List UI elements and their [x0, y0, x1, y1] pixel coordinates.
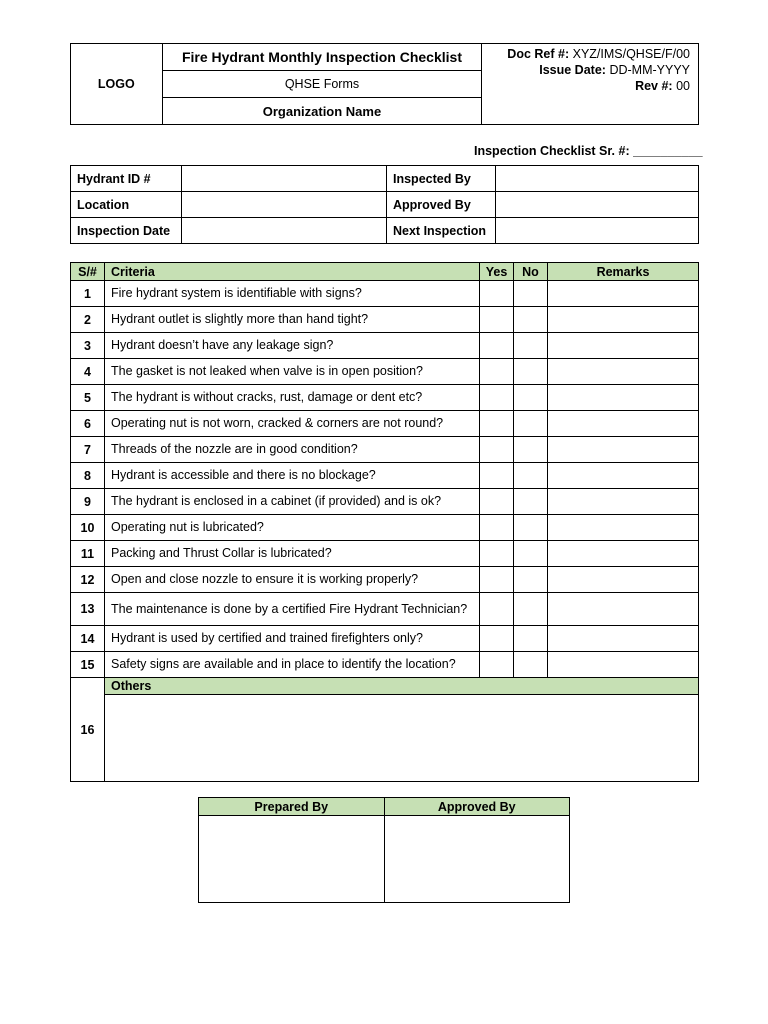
table-row	[71, 541, 699, 567]
table-row	[71, 333, 699, 359]
next-inspection-label: Next Inspection	[387, 218, 496, 244]
rev-value: 00	[676, 79, 690, 93]
location-field[interactable]	[182, 192, 387, 218]
rev-label: Rev #:	[635, 79, 673, 93]
hydrant-id-label: Hydrant ID #	[71, 166, 182, 192]
row-criteria: Hydrant doesn’t have any leakage sign?	[105, 333, 480, 359]
doc-ref-label: Doc Ref #:	[507, 47, 570, 61]
row-yes-checkbox[interactable]	[480, 626, 514, 652]
row-yes-checkbox[interactable]	[480, 489, 514, 515]
col-header-yes: Yes	[480, 263, 514, 281]
row-remarks-field[interactable]	[548, 541, 699, 567]
table-row	[71, 489, 699, 515]
row-remarks-field[interactable]	[548, 385, 699, 411]
row-no-checkbox[interactable]	[514, 652, 548, 678]
row-remarks-field[interactable]	[548, 333, 699, 359]
table-row	[71, 567, 699, 593]
table-row	[71, 359, 699, 385]
table-row	[71, 437, 699, 463]
table-row	[71, 385, 699, 411]
inspection-checklist-table	[70, 262, 699, 782]
others-row-number: 16	[71, 678, 105, 782]
row-remarks-field[interactable]	[548, 652, 699, 678]
row-number: 11	[71, 541, 105, 567]
others-header: Others	[105, 678, 699, 695]
row-number: 5	[71, 385, 105, 411]
table-row	[71, 593, 699, 626]
row-remarks-field[interactable]	[548, 626, 699, 652]
row-number: 15	[71, 652, 105, 678]
row-no-checkbox[interactable]	[514, 463, 548, 489]
row-no-checkbox[interactable]	[514, 593, 548, 626]
table-row	[71, 626, 699, 652]
row-no-checkbox[interactable]	[514, 281, 548, 307]
row-yes-checkbox[interactable]	[480, 515, 514, 541]
row-remarks-field[interactable]	[548, 359, 699, 385]
row-no-checkbox[interactable]	[514, 515, 548, 541]
organization-name: Organization Name	[162, 98, 482, 125]
row-number: 13	[71, 593, 105, 626]
doc-ref-value: XYZ/IMS/QHSE/F/00	[572, 47, 690, 61]
row-no-checkbox[interactable]	[514, 567, 548, 593]
row-number: 6	[71, 411, 105, 437]
row-criteria: Hydrant outlet is slightly more than hand tight?	[105, 307, 480, 333]
row-yes-checkbox[interactable]	[480, 307, 514, 333]
row-yes-checkbox[interactable]	[480, 437, 514, 463]
row-yes-checkbox[interactable]	[480, 281, 514, 307]
inspected-by-field[interactable]	[496, 166, 699, 192]
row-criteria: Hydrant is accessible and there is no blockage?	[105, 463, 480, 489]
approved-by-header: Approved By	[384, 798, 570, 816]
row-number: 1	[71, 281, 105, 307]
doc-ref-line	[482, 46, 690, 62]
row-remarks-field[interactable]	[548, 515, 699, 541]
row-number: 9	[71, 489, 105, 515]
row-yes-checkbox[interactable]	[480, 411, 514, 437]
row-yes-checkbox[interactable]	[480, 652, 514, 678]
col-header-remarks: Remarks	[548, 263, 699, 281]
row-criteria: Safety signs are available and in place to identify the location?	[105, 652, 480, 678]
row-yes-checkbox[interactable]	[480, 541, 514, 567]
col-header-criteria: Criteria	[105, 263, 480, 281]
row-yes-checkbox[interactable]	[480, 333, 514, 359]
table-row	[71, 307, 699, 333]
row-number: 3	[71, 333, 105, 359]
row-criteria: Fire hydrant system is identifiable with signs?	[105, 281, 480, 307]
row-number: 4	[71, 359, 105, 385]
document-subtitle: QHSE Forms	[162, 71, 482, 98]
row-criteria: Threads of the nozzle are in good condition?	[105, 437, 480, 463]
inspection-date-field[interactable]	[182, 218, 387, 244]
issue-date-line	[482, 62, 690, 78]
table-row	[71, 515, 699, 541]
row-criteria: The hydrant is enclosed in a cabinet (if provided) and is ok?	[105, 489, 480, 515]
row-number: 10	[71, 515, 105, 541]
next-inspection-field[interactable]	[496, 218, 699, 244]
row-no-checkbox[interactable]	[514, 411, 548, 437]
row-number: 14	[71, 626, 105, 652]
row-remarks-field[interactable]	[548, 593, 699, 626]
row-remarks-field[interactable]	[548, 489, 699, 515]
row-number: 2	[71, 307, 105, 333]
col-header-sn: S/#	[71, 263, 105, 281]
row-yes-checkbox[interactable]	[480, 385, 514, 411]
row-criteria: Operating nut is not worn, cracked & corners are not round?	[105, 411, 480, 437]
row-criteria: The gasket is not leaked when valve is in open position?	[105, 359, 480, 385]
row-no-checkbox[interactable]	[514, 541, 548, 567]
row-yes-checkbox[interactable]	[480, 359, 514, 385]
row-number: 8	[71, 463, 105, 489]
approved-by-field[interactable]	[496, 192, 699, 218]
row-remarks-field[interactable]	[548, 437, 699, 463]
row-criteria: Hydrant is used by certified and trained firefighters only?	[105, 626, 480, 652]
approved-by-signature-field[interactable]	[384, 816, 570, 903]
row-remarks-field[interactable]	[548, 411, 699, 437]
row-criteria: Open and close nozzle to ensure it is working properly?	[105, 567, 480, 593]
issue-date-label: Issue Date:	[539, 63, 606, 77]
prepared-by-header: Prepared By	[199, 798, 385, 816]
inspected-by-label: Inspected By	[387, 166, 496, 192]
row-remarks-field[interactable]	[548, 463, 699, 489]
row-criteria: The maintenance is done by a certified Fire Hydrant Technician?	[105, 593, 480, 626]
document-header	[70, 43, 699, 125]
row-no-checkbox[interactable]	[514, 489, 548, 515]
location-label: Location	[71, 192, 182, 218]
logo-placeholder: LOGO	[71, 44, 163, 125]
row-yes-checkbox[interactable]	[480, 567, 514, 593]
row-no-checkbox[interactable]	[514, 307, 548, 333]
table-row	[71, 463, 699, 489]
approved-by-label: Approved By	[387, 192, 496, 218]
row-criteria: The hydrant is without cracks, rust, damage or dent etc?	[105, 385, 480, 411]
row-criteria: Operating nut is lubricated?	[105, 515, 480, 541]
table-row	[71, 411, 699, 437]
document-title: Fire Hydrant Monthly Inspection Checklist	[162, 44, 482, 71]
hydrant-id-field[interactable]	[182, 166, 387, 192]
row-number: 12	[71, 567, 105, 593]
row-no-checkbox[interactable]	[514, 333, 548, 359]
document-control-info	[482, 44, 699, 125]
issue-date-value: DD-MM-YYYY	[609, 63, 690, 77]
table-row	[71, 652, 699, 678]
row-no-checkbox[interactable]	[514, 626, 548, 652]
others-notes-field[interactable]	[105, 695, 699, 782]
row-remarks-field[interactable]	[548, 307, 699, 333]
signoff-table	[198, 797, 570, 903]
row-no-checkbox[interactable]	[514, 437, 548, 463]
checklist-serial-number: Inspection Checklist Sr. #: __________	[474, 144, 703, 158]
row-no-checkbox[interactable]	[514, 359, 548, 385]
row-remarks-field[interactable]	[548, 567, 699, 593]
row-remarks-field[interactable]	[548, 281, 699, 307]
prepared-by-signature-field[interactable]	[199, 816, 385, 903]
row-no-checkbox[interactable]	[514, 385, 548, 411]
table-row	[71, 281, 699, 307]
col-header-no: No	[514, 263, 548, 281]
row-yes-checkbox[interactable]	[480, 593, 514, 626]
row-criteria: Packing and Thrust Collar is lubricated?	[105, 541, 480, 567]
inspection-date-label: Inspection Date	[71, 218, 182, 244]
row-number: 7	[71, 437, 105, 463]
row-yes-checkbox[interactable]	[480, 463, 514, 489]
rev-line	[482, 78, 690, 94]
hydrant-info-table	[70, 165, 699, 244]
